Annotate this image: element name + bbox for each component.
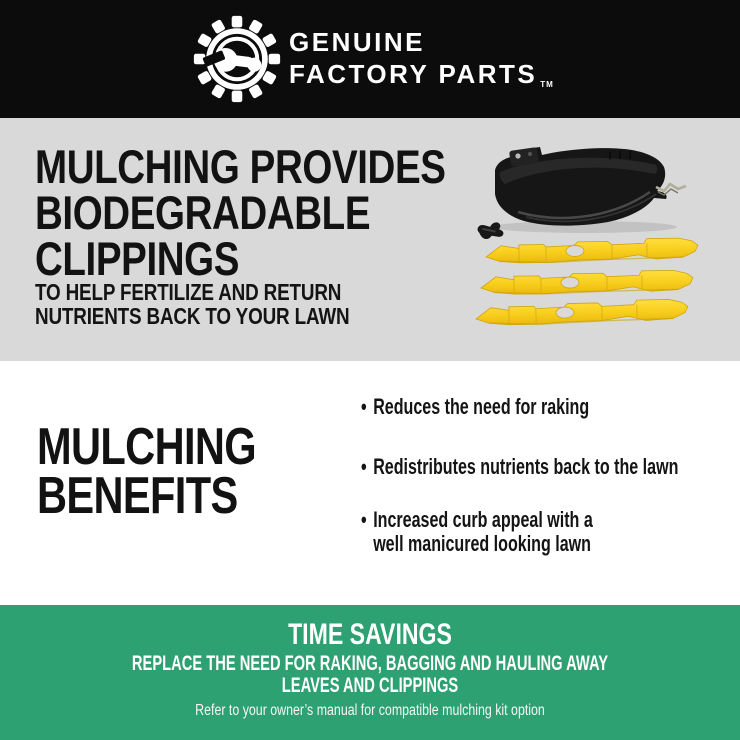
brand-line-2 (289, 58, 554, 97)
hero-subhead-line-2: NUTRIENTS BACK TO YOUR LAWN (35, 303, 350, 329)
bullet-3-line-2: well manicured looking lawn (373, 531, 591, 556)
footer-subtitle-line-2: LEAVES AND CLIPPINGS (281, 674, 459, 697)
benefits-title (37, 418, 257, 525)
bullet-2-line-1: Redistributes nutrients back to the lawn (373, 454, 679, 479)
hero-headline-line-1: MULCHING PROVIDES (35, 140, 446, 193)
footer-subtitle (111, 653, 629, 697)
mulching-blade-3 (476, 299, 688, 325)
bullet-item-2 (361, 455, 678, 479)
bullet-marker: • (361, 507, 367, 532)
brand-banner (0, 0, 740, 118)
hero-subhead (35, 280, 349, 328)
product-photo (460, 132, 730, 346)
mulching-blade-1 (486, 238, 698, 264)
time-savings-banner (0, 605, 740, 740)
footer-title: TIME SAVINGS (288, 618, 452, 651)
mounting-knob (477, 220, 504, 242)
brand-line-2-text: FACTORY PARTS (289, 59, 538, 89)
bullet-text (373, 508, 593, 556)
brand-line-1: GENUINE (289, 27, 425, 57)
benefits-section (0, 361, 740, 605)
hero-headline-line-3: CLIPPINGS (35, 232, 240, 285)
bullet-marker: • (361, 394, 367, 419)
bullet-item-1 (361, 395, 589, 419)
bullet-marker: • (361, 454, 367, 479)
benefits-title-line-2: BENEFITS (37, 467, 238, 525)
mulch-plug-cover (495, 147, 686, 226)
mulching-blade-2 (481, 270, 693, 294)
footer-note: Refer to your owner’s manual for compatible mulching kit option (195, 702, 545, 719)
bullet-text (373, 395, 589, 419)
hero-headline (35, 140, 446, 285)
hero-section (0, 118, 740, 361)
mulching-blades (476, 238, 698, 326)
bullet-item-3 (361, 508, 593, 556)
trademark-symbol: TM (540, 80, 554, 89)
footer-subtitle-line-1: REPLACE THE NEED FOR RAKING, BAGGING AND HAULING AWAY (131, 652, 609, 675)
hero-headline-line-2: BIODEGRADABLE (35, 186, 371, 239)
hero-subhead-line-1: TO HELP FERTILIZE AND RETURN (35, 279, 342, 305)
brand-name (289, 26, 554, 97)
gear-wrench-icon (193, 12, 281, 106)
benefits-title-line-1: MULCHING (37, 418, 257, 476)
bullet-1-line-1: Reduces the need for raking (373, 394, 590, 419)
bullet-text (373, 455, 678, 479)
bullet-3-line-1: Increased curb appeal with a (373, 507, 593, 532)
